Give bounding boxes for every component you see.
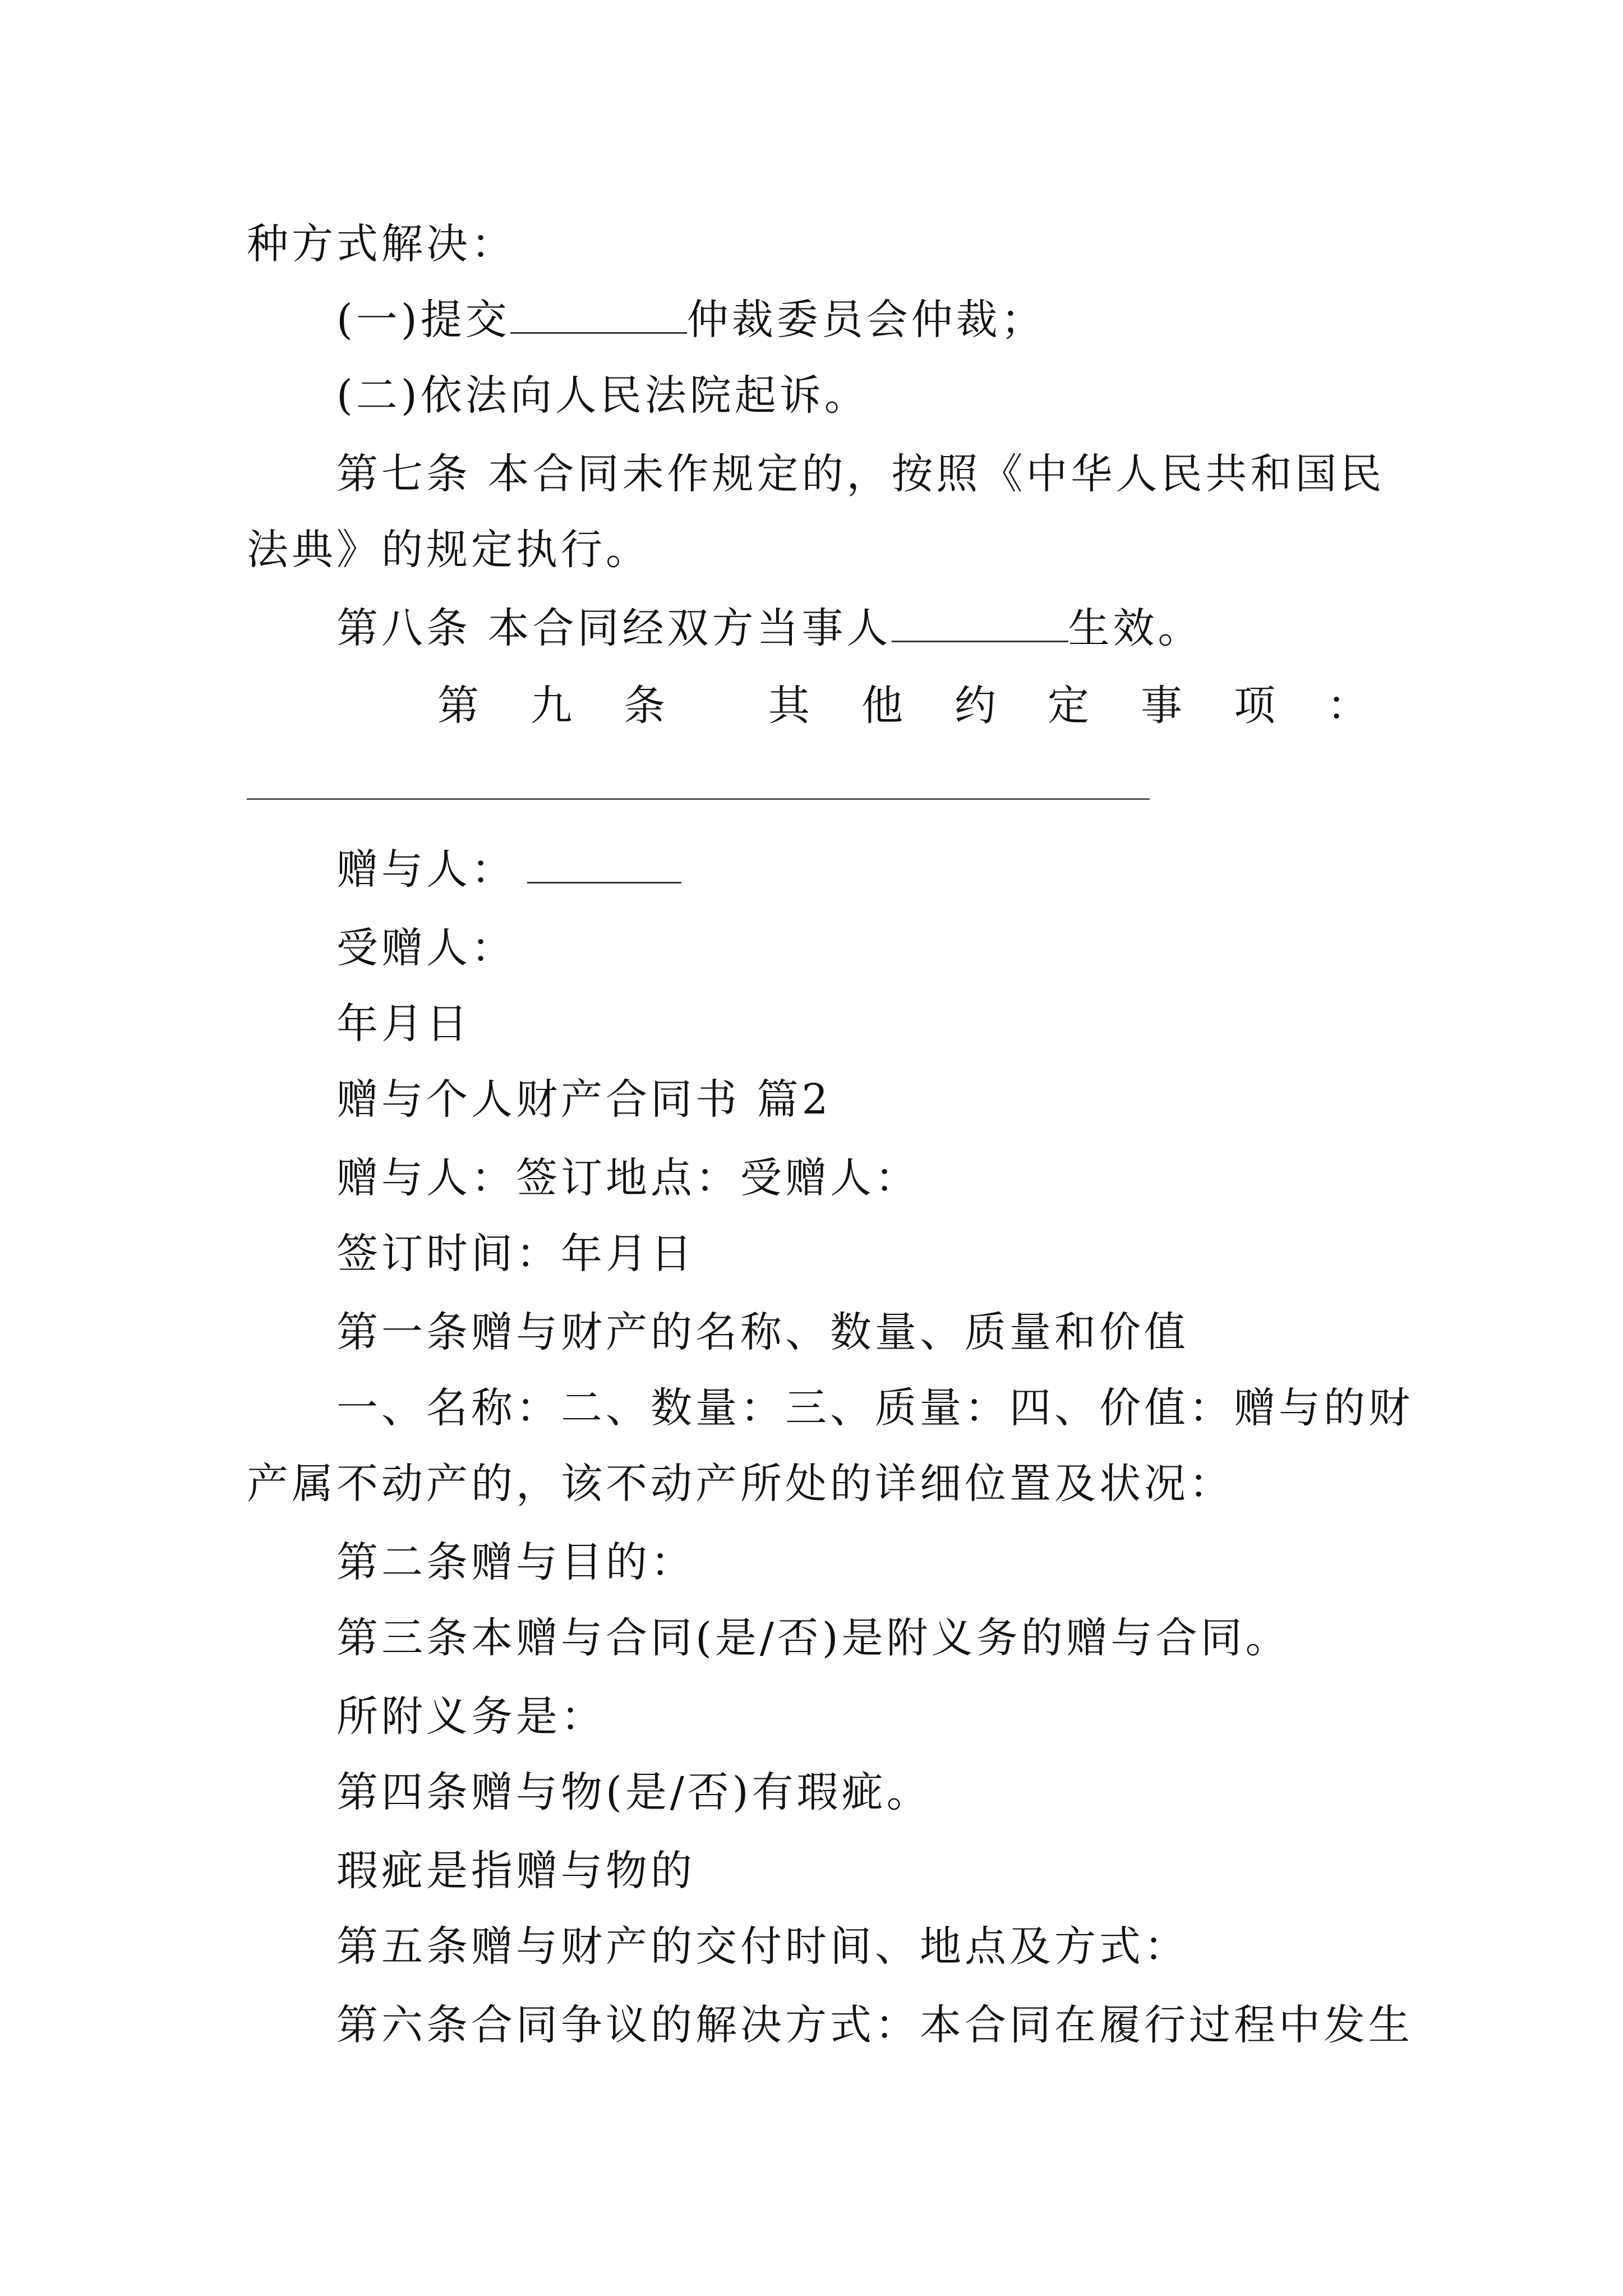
text-line — [336, 1380, 1413, 1436]
line-text: 赠与人：签订地点：受赠人： — [336, 1154, 920, 1202]
line-text: 产属不动产的，该不动产所处的详细位置及状况： — [247, 1460, 1234, 1508]
fill-blank — [527, 843, 681, 884]
text-line — [336, 1304, 1391, 1360]
line-text: 赠与人： — [336, 845, 516, 894]
line-text: 受赠人： — [336, 924, 516, 972]
char: 其 — [768, 682, 810, 730]
text-line — [336, 1843, 1391, 1899]
text-line — [336, 1150, 1391, 1206]
line-text: 第四条赠与物(是/否)有瑕疵。 — [336, 1768, 932, 1816]
section-title — [336, 1071, 1391, 1128]
text-line — [336, 292, 1391, 348]
text-line — [336, 841, 1391, 898]
fill-blank — [510, 293, 687, 334]
char: ： — [1327, 682, 1368, 730]
fill-blank — [892, 601, 1068, 642]
line-text: 第一条赠与财产的名称、数量、质量和价值 — [336, 1308, 1189, 1356]
char: 第 — [437, 682, 479, 730]
text-line — [336, 1610, 1391, 1666]
line-text: 赠与个人财产合同书 篇2 — [336, 1075, 832, 1124]
text-line — [336, 446, 1391, 502]
text-line — [247, 1456, 1391, 1512]
char: 条 — [624, 682, 665, 730]
char: 约 — [955, 682, 996, 730]
text-line — [336, 996, 1391, 1052]
text-line — [336, 1534, 1391, 1590]
text-line — [247, 216, 1391, 272]
spaced-heading-line — [437, 678, 1368, 734]
char: 项 — [1234, 682, 1275, 730]
line-text: (二)依法向人民法院起诉。 — [336, 371, 869, 420]
char: 他 — [861, 682, 903, 730]
text-line — [336, 1226, 1391, 1282]
line-text: 签订时间：年月日 — [336, 1230, 695, 1278]
line-text: 法典》的规定执行。 — [247, 526, 651, 574]
char: 定 — [1048, 682, 1089, 730]
text-line — [247, 522, 1391, 578]
line-text: 种方式解决： — [247, 220, 516, 268]
char: 事 — [1141, 682, 1182, 730]
line-text: 第二条赠与目的： — [336, 1538, 695, 1586]
line-text: 一、名称：二、数量：三、质量：四、价值：赠与的财 — [336, 1384, 1413, 1432]
char: 九 — [531, 682, 572, 730]
fill-rule-line — [247, 798, 1150, 800]
text-line — [336, 367, 1391, 424]
line-text: 仲裁委员会仲裁； — [686, 296, 1046, 344]
line-text: 第六条合同争议的解决方式：本合同在履行过程中发生 — [336, 2001, 1413, 2049]
line-text: 年月日 — [336, 1000, 471, 1048]
text-line — [336, 1918, 1391, 1975]
line-text: 第七条 本合同未作规定的，按照《中华人民共和国民 — [336, 450, 1385, 498]
line-text: 瑕疵是指赠与物的 — [336, 1847, 695, 1895]
line-text: 所附义务是： — [336, 1692, 606, 1741]
text-line — [336, 1764, 1391, 1820]
line-text: 第三条本赠与合同(是/否)是附义务的赠与合同。 — [336, 1614, 1290, 1662]
line-text: (一)提交 — [336, 296, 510, 344]
line-text: 第八条 本合同经双方当事人 — [336, 604, 892, 652]
line-text: 生效。 — [1068, 604, 1203, 652]
text-line — [336, 920, 1391, 976]
text-line — [336, 1997, 1413, 2053]
text-line — [336, 1688, 1391, 1745]
line-text: 第五条赠与财产的交付时间、地点及方式： — [336, 1922, 1189, 1971]
text-line — [336, 600, 1391, 656]
